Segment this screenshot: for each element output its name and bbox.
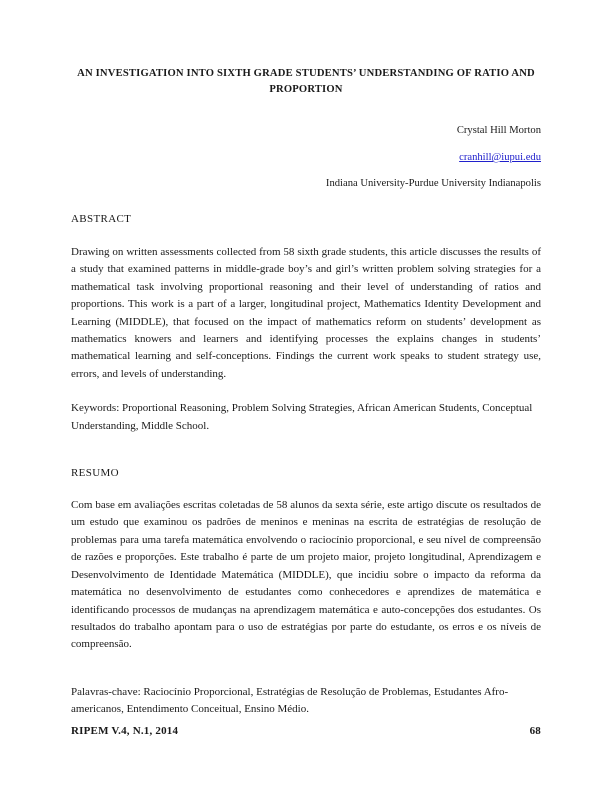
author-email-line	[71, 148, 541, 165]
author-affiliation: Indiana University-Purdue University Indianapolis	[325, 178, 541, 189]
resumo-palavras-chave: Palavras-chave: Raciocínio Proporcional, Estratégias de Resolução de Problemas, Estudantes Afro-americanos, Entendimento Conceitual, Ensino Médio.	[71, 685, 509, 716]
author-name: Crystal Hill Morton	[456, 125, 541, 136]
page-title: AN INVESTIGATION INTO SIXTH GRADE STUDENTS’ UNDERSTANDING OF RATIO AND PROPORTION	[77, 68, 535, 95]
title-block	[71, 66, 541, 98]
byline-block	[71, 123, 541, 191]
page-footer	[71, 725, 541, 737]
abstract-heading: ABSTRACT	[71, 213, 132, 225]
resumo-heading: RESUMO	[71, 467, 119, 480]
abstract-body: Drawing on written assessments collected from 58 sixth grade students, this article discusses the results of a study that examined patterns in middle-grade boy’s and girl’s written problem solving strategies for a mathematical task involving proportional reasoning and their level of understanding of ratios and proportions. This work is a part of a larger, longitudinal project, Mathematics Identity Development and Learning (MIDDLE), that focused on the impact of mathematics reform on students’ development as mathematics knowers and learners and identifying processes the explains changes in students’ mathematical learning and self-conceptions. Findings the current work speaks to student strategy use, errors, and levels of understanding.	[71, 246, 541, 380]
page-content	[71, 0, 541, 719]
resumo-body: Com base em avaliações escritas coletadas de 58 alunos da sexta série, este artigo discute os resultados de um estudo que examinou os padrões de meninos e meninas na escrita de estratégias de resolução de problemas para uma tarefa matemática envolvendo o raciocínio proporcional, e seu nível de compreensão de razões e proporções. Este trabalho é parte de um projeto maior, projeto longitudinal, Aprendizagem e Desenvolvimento de Identidade Matemática (MIDDLE), que incidiu sobre o impacto da reforma da matemática no desenvolvimento de estudantes como conhecedores e aprendizes de matemática e identificando processos de mudanças na aprendizagem matemática e auto-concepções dos estudantes. Os resultados do trabalho apontam para o uso de estratégias por parte do estudante, os erros e os níveis de compreensão.	[71, 499, 541, 651]
footer-page-number: 68	[529, 725, 541, 737]
abstract-keywords: Keywords: Proportional Reasoning, Problem Solving Strategies, African American Students, Conceptual Understanding, Middle School.	[71, 402, 533, 432]
author-email-link[interactable]: cranhill@iupui.edu	[459, 152, 541, 163]
footer-journal-reference: RIPEM V.4, N.1, 2014	[71, 725, 179, 737]
